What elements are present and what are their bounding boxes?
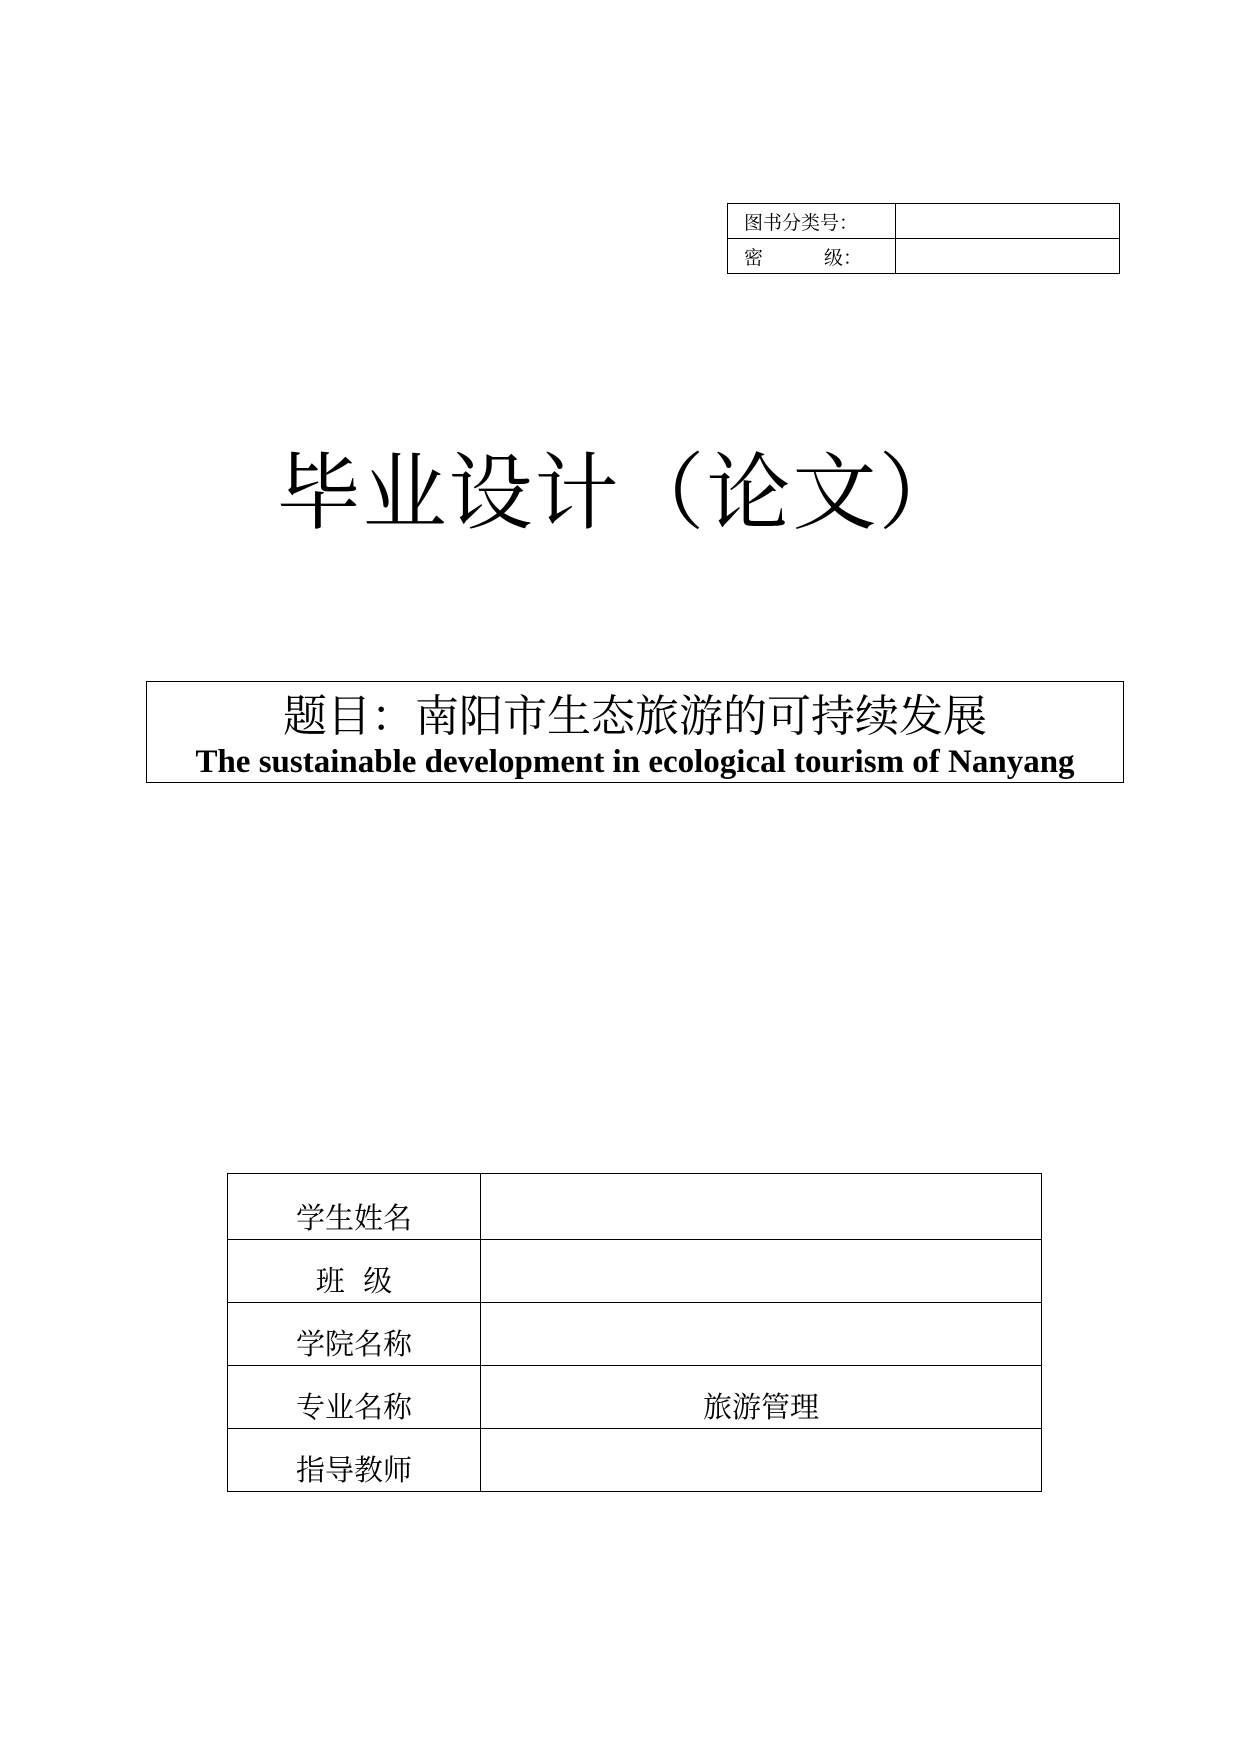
table-row [228, 1174, 1042, 1240]
table-row [228, 1240, 1042, 1303]
classification-table [727, 203, 1120, 274]
security-level-label-char-1: 密 [744, 246, 764, 269]
class-value [481, 1240, 1042, 1303]
classification-number-label: 图书分类号： [728, 204, 896, 239]
table-row [228, 1366, 1042, 1429]
topic-box [146, 681, 1124, 783]
classification-row [728, 204, 1120, 239]
major-name-value: 旅游管理 [481, 1366, 1042, 1429]
topic-chinese: 题目：南阳市生态旅游的可持续发展 [283, 691, 987, 742]
student-name-value [481, 1174, 1042, 1240]
table-row [228, 1303, 1042, 1366]
security-level-value [896, 239, 1120, 274]
advisor-label: 指导教师 [228, 1429, 481, 1492]
college-name-label: 学院名称 [228, 1303, 481, 1366]
table-row [228, 1429, 1042, 1492]
security-level-label-char-2: 级： [823, 246, 862, 269]
class-label: 班 级 [228, 1240, 481, 1303]
security-level-label [728, 239, 896, 274]
student-name-label: 学生姓名 [228, 1174, 481, 1240]
college-name-value [481, 1303, 1042, 1366]
major-name-label: 专业名称 [228, 1366, 481, 1429]
student-info-table [227, 1173, 1042, 1492]
advisor-value [481, 1429, 1042, 1492]
classification-number-value [896, 204, 1120, 239]
topic-english: The sustainable development in ecological tourism of Nanyang [195, 744, 1075, 780]
security-row [728, 239, 1120, 274]
page-title: 毕业设计（论文） [276, 444, 965, 542]
